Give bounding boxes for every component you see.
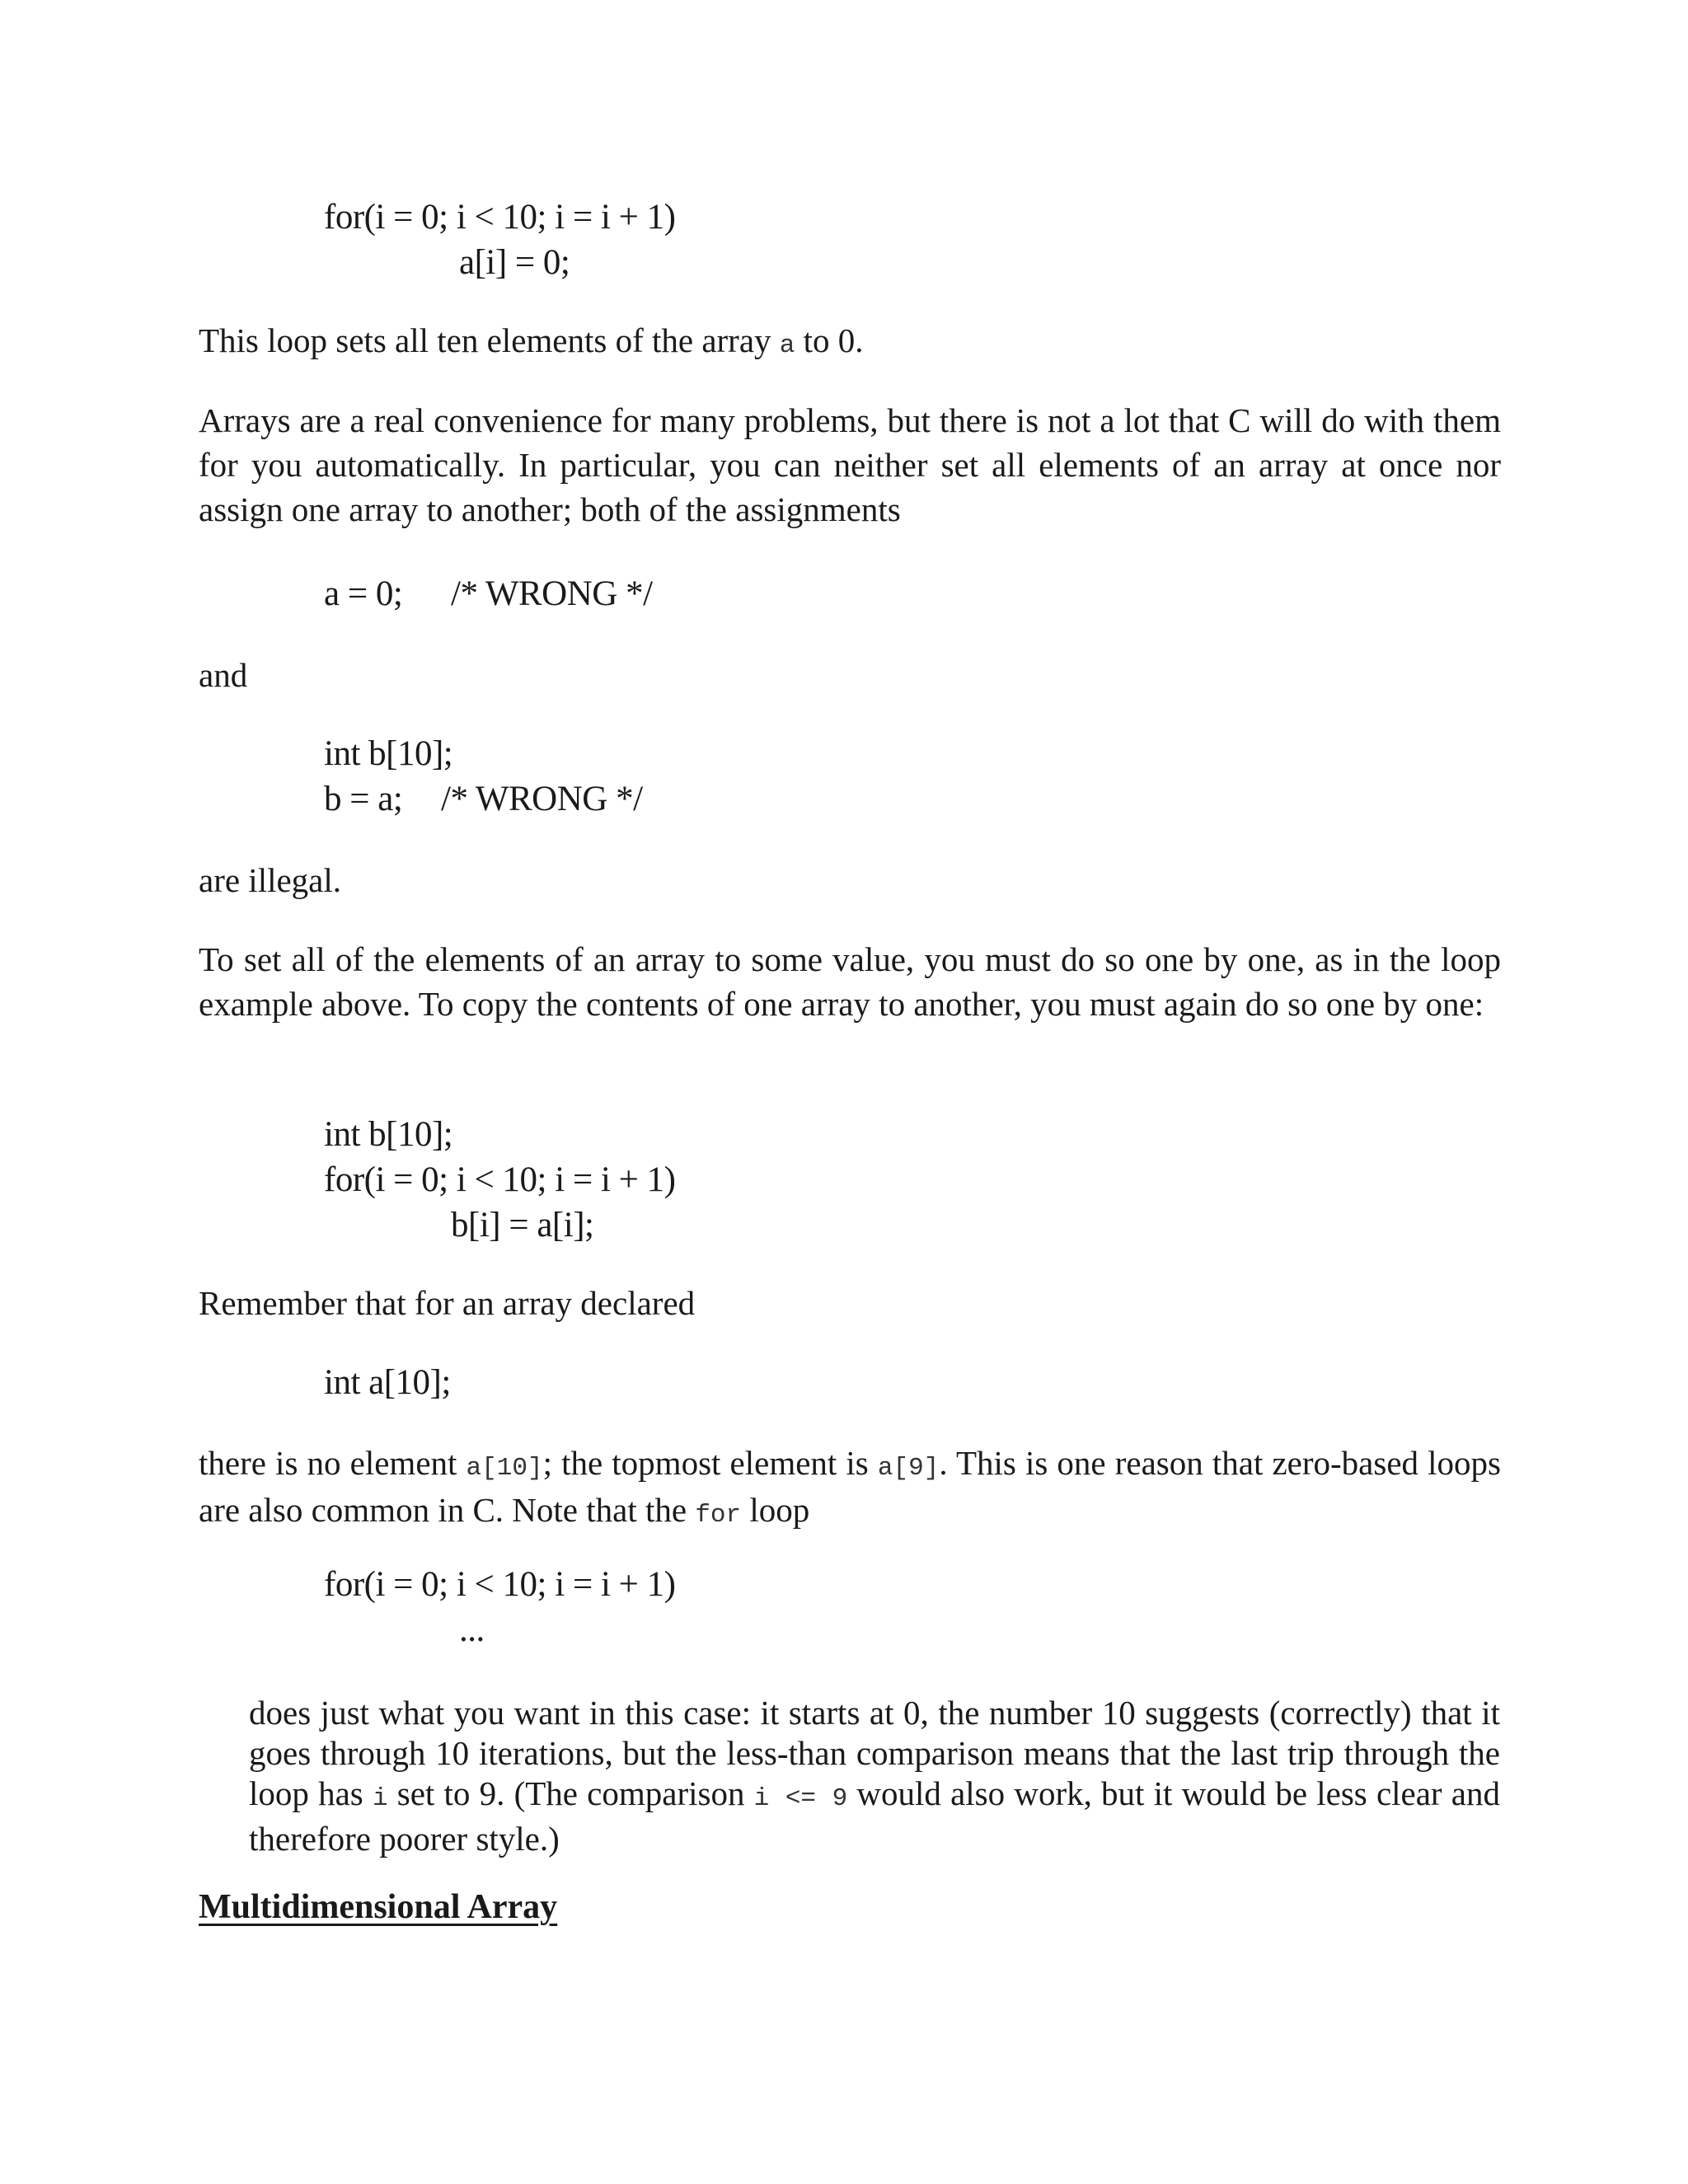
text: to 0. bbox=[795, 321, 864, 359]
code-line-assign-zero: a[i] = 0; bbox=[459, 243, 570, 282]
inline-code-i: i bbox=[372, 1784, 388, 1813]
inline-code-a9: a[9] bbox=[877, 1454, 940, 1483]
code-comment-wrong: /* WRONG */ bbox=[451, 574, 653, 613]
text: . This is one reason that zero-based loops are also common in C. Note that the bbox=[199, 1444, 1501, 1529]
paragraph-remember: Remember that for an array declared bbox=[199, 1284, 696, 1322]
inline-code-i-le-9: i <= 9 bbox=[753, 1784, 848, 1813]
text: does just what you want in this case: it starts at 0, the number 10 suggests (correctly) that it goes through 10 iterations, but the less-than comparison means that the last trip through the loop has bbox=[249, 1694, 1500, 1812]
code-line-int-a: int a[10]; bbox=[324, 1363, 451, 1402]
text: would also work, but it would be less clear and therefore poorer style.) bbox=[249, 1774, 1500, 1858]
paragraph-arrays-convenience: Arrays are a real convenience for many problems, but there is not a lot that C will do with them for you automatically. In particular, you can neither set all elements of an array at once nor assign one array to another; both of the assignments bbox=[199, 401, 1501, 528]
code-line-a-equals-zero: a = 0; bbox=[324, 574, 403, 613]
word-and: and bbox=[199, 656, 248, 694]
paragraph-does-just-what bbox=[249, 1693, 1500, 1859]
code-line-for-loop: for(i = 0; i < 10; i = i + 1) bbox=[324, 198, 676, 237]
inline-code-for: for bbox=[695, 1501, 742, 1530]
paragraph-are-illegal: are illegal. bbox=[199, 861, 342, 899]
code-line-for-loop: for(i = 0; i < 10; i = i + 1) bbox=[324, 1565, 676, 1604]
text: set to 9. (The comparison bbox=[387, 1774, 754, 1812]
paragraph-no-element bbox=[199, 1442, 1501, 1536]
code-line-b-equals-a: b = a; bbox=[324, 780, 403, 818]
text: loop bbox=[741, 1491, 810, 1529]
section-heading: Multidimensional Array bbox=[199, 1888, 558, 1926]
inline-code-a: a bbox=[779, 331, 795, 360]
code-line-int-b: int b[10]; bbox=[324, 1115, 453, 1154]
code-line-for-loop: for(i = 0; i < 10; i = i + 1) bbox=[324, 1160, 676, 1199]
code-line-int-b: int b[10]; bbox=[324, 734, 453, 773]
paragraph-set-all-elements: To set all of the elements of an array to some value, you must do so one by one, as in the loop example above. To copy the contents of one array to another, you must again do so one by one: bbox=[199, 940, 1501, 1023]
paragraph-loop-sets bbox=[199, 318, 864, 368]
inline-code-a10: a[10] bbox=[466, 1454, 543, 1483]
code-line-ellipsis: ... bbox=[459, 1610, 485, 1649]
text: This loop sets all ten elements of the array bbox=[199, 321, 780, 359]
text: there is no element bbox=[199, 1444, 467, 1482]
code-comment-wrong: /* WRONG */ bbox=[441, 780, 643, 818]
text: ; the topmost element is bbox=[542, 1444, 878, 1482]
code-line-copy-element: b[i] = a[i]; bbox=[451, 1206, 594, 1244]
